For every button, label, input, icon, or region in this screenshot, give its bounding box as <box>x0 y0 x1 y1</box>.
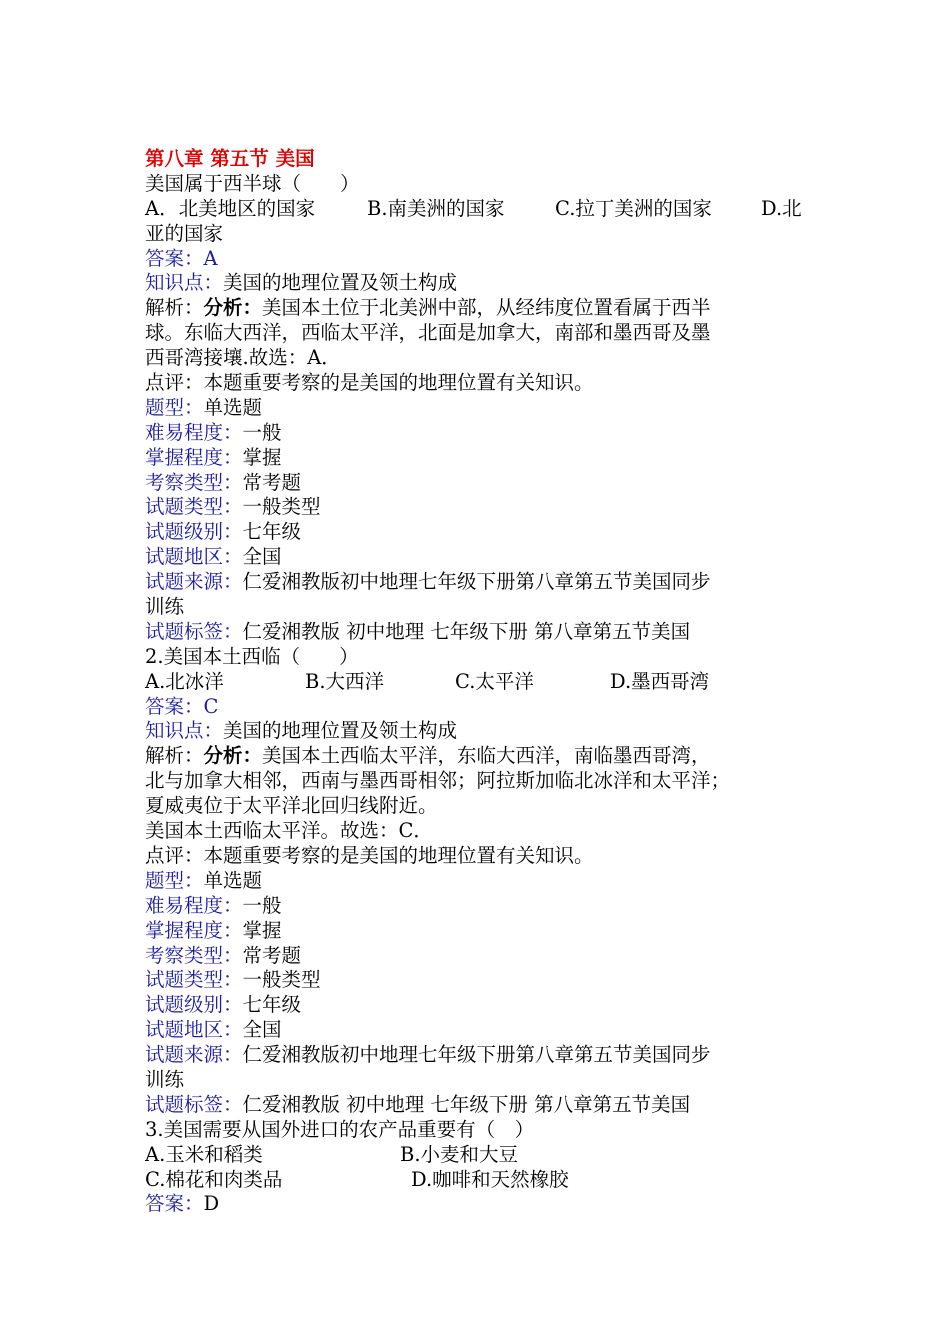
analysis-bold-label: 分析： <box>203 296 263 320</box>
source-label: 试题来源： <box>145 570 243 594</box>
q1-analysis-line-2: 球。东临大西洋，西临太平洋，北面是加拿大，南部和墨西哥及墨 <box>145 321 711 345</box>
q2-type-value: 单选题 <box>203 868 263 892</box>
difficulty-label: 难易程度： <box>145 420 243 444</box>
q2-analysis-line-2: 北与加拿大相邻，西南与墨西哥相邻；阿拉斯加临北冰洋和太平洋； <box>145 769 731 793</box>
q1-type-row <box>145 396 825 421</box>
answer-label: 答案： <box>145 246 204 270</box>
q1-analysis-line-1: 美国本土位于北美洲中部，从经纬度位置看属于西半 <box>262 296 711 320</box>
tags-label: 试题标签： <box>145 619 243 643</box>
q3-option-a: A.玉米和稻类 <box>145 1142 263 1166</box>
q2-analysis-line-3: 夏威夷位于太平洋北回归线附近。 <box>145 794 438 818</box>
exam-type-label: 考察类型： <box>145 470 243 494</box>
q2-question-type-row <box>145 968 825 993</box>
q1-analysis-row <box>145 296 825 321</box>
mastery-label: 掌握程度： <box>145 918 243 942</box>
q1-difficulty-row <box>145 421 825 446</box>
q3-option-b: B.小麦和大豆 <box>400 1142 519 1166</box>
q2-mastery-value: 掌握 <box>242 918 282 942</box>
source-label: 试题来源： <box>145 1043 243 1067</box>
q1-option-d: D.北 <box>761 196 802 220</box>
q2-knowledge-value: 美国的地理位置及领土构成 <box>223 719 458 743</box>
q2-source-value: 仁爱湘教版初中地理七年级下册第八章第五节美国同步 <box>242 1043 711 1067</box>
q2-analysis-line-4: 美国本土西临太平洋。故选：C． <box>145 819 433 843</box>
region-label: 试题地区： <box>145 1018 243 1042</box>
q1-option-a: A．北美地区的国家 <box>145 196 316 220</box>
q2-exam-type-row <box>145 944 825 969</box>
question-type-label: 试题类型： <box>145 495 243 519</box>
q2-source-row <box>145 1043 825 1068</box>
q2-question-type-value: 一般类型 <box>242 968 321 992</box>
q2-analysis-row <box>145 744 825 769</box>
region-label: 试题地区： <box>145 545 243 569</box>
q2-mastery-row <box>145 919 825 944</box>
q2-option-a: A.北冰洋 <box>145 669 224 693</box>
q1-comment-row <box>145 371 825 396</box>
analysis-label: 解析： <box>145 744 204 768</box>
analysis-bold-label: 分析： <box>203 744 263 768</box>
q1-grade-row <box>145 520 825 545</box>
q1-region-row <box>145 545 825 570</box>
q2-difficulty-value: 一般 <box>242 893 282 917</box>
q2-source-continued: 训练 <box>145 1067 185 1091</box>
q2-type-row <box>145 869 825 894</box>
q1-option-b: B.南美洲的国家 <box>367 196 505 220</box>
q2-option-d: D.墨西哥湾 <box>610 669 710 693</box>
q2-tags-row <box>145 1093 825 1118</box>
analysis-label: 解析： <box>145 296 204 320</box>
q1-options-row <box>145 197 825 222</box>
q1-comment-value: 本题重要考察的是美国的地理位置有关知识。 <box>203 371 594 395</box>
q3-option-c: C.棉花和肉类品 <box>145 1167 283 1191</box>
q1-options-continued: 亚的国家 <box>145 221 224 245</box>
q2-region-row <box>145 1018 825 1043</box>
q2-options-row <box>145 670 825 695</box>
q1-exam-type-value: 常考题 <box>242 470 302 494</box>
q2-analysis-line-1: 美国本土西临太平洋，东临大西洋，南临墨西哥湾， <box>262 744 711 768</box>
q2-tags-value: 仁爱湘教版 初中地理 七年级下册 第八章第五节美国 <box>242 1092 691 1116</box>
q1-tags-row <box>145 620 825 645</box>
q1-source-row <box>145 570 825 595</box>
answer-label: 答案： <box>145 1192 204 1216</box>
q1-source-value: 仁爱湘教版初中地理七年级下册第八章第五节美国同步 <box>242 570 711 594</box>
q3-option-d: D.咖啡和天然橡胶 <box>411 1167 569 1191</box>
tags-label: 试题标签： <box>145 1092 243 1116</box>
q1-source-continued: 训练 <box>145 595 185 619</box>
q1-answer-value: A <box>203 246 218 270</box>
page-title: 第八章 第五节 美国 <box>145 147 315 170</box>
q1-type-value: 单选题 <box>203 395 263 419</box>
question-type-label: 试题类型： <box>145 968 243 992</box>
q1-option-c: C.拉丁美洲的国家 <box>555 196 712 220</box>
q1-region-value: 全国 <box>242 545 282 569</box>
knowledge-label: 知识点： <box>145 271 224 295</box>
q1-stem: 美国属于西半球（ ） <box>145 171 360 195</box>
q1-analysis-line-3: 西哥湾接壤.故选：A． <box>145 346 341 370</box>
q1-question-type-value: 一般类型 <box>242 495 321 519</box>
mastery-label: 掌握程度： <box>145 445 243 469</box>
q2-answer-row <box>145 695 825 720</box>
q2-comment-row <box>145 844 825 869</box>
q3-stem: 3.美国需要从国外进口的农产品重要有（ ） <box>145 1117 535 1141</box>
grade-label: 试题级别： <box>145 520 243 544</box>
q3-options-row-2 <box>145 1168 825 1193</box>
difficulty-label: 难易程度： <box>145 893 243 917</box>
q1-question-type-row <box>145 495 825 520</box>
q2-difficulty-row <box>145 894 825 919</box>
q1-grade-value: 七年级 <box>242 520 302 544</box>
q2-option-b: B.大西洋 <box>305 669 385 693</box>
exam-type-label: 考察类型： <box>145 943 243 967</box>
comment-label: 点评： <box>145 843 204 867</box>
q2-stem: 2.美国本土西临（ ） <box>145 644 359 668</box>
q1-mastery-row <box>145 446 825 471</box>
type-label: 题型： <box>145 868 204 892</box>
answer-label: 答案： <box>145 694 204 718</box>
q3-answer-row <box>145 1192 825 1217</box>
q1-knowledge-value: 美国的地理位置及领土构成 <box>223 271 458 295</box>
q2-grade-row <box>145 993 825 1018</box>
q2-answer-value: C <box>203 694 219 718</box>
q2-knowledge-row <box>145 719 825 744</box>
q2-option-c: C.太平洋 <box>455 669 534 693</box>
q1-knowledge-row <box>145 271 825 296</box>
document-page <box>145 147 825 1217</box>
q2-exam-type-value: 常考题 <box>242 943 302 967</box>
q1-difficulty-value: 一般 <box>242 420 282 444</box>
comment-label: 点评： <box>145 371 204 395</box>
q3-options-row-1 <box>145 1143 825 1168</box>
grade-label: 试题级别： <box>145 993 243 1017</box>
q2-comment-value: 本题重要考察的是美国的地理位置有关知识。 <box>203 843 594 867</box>
q1-exam-type-row <box>145 471 825 496</box>
q3-answer-value: D <box>203 1192 220 1216</box>
q1-mastery-value: 掌握 <box>242 445 282 469</box>
knowledge-label: 知识点： <box>145 719 224 743</box>
q1-tags-value: 仁爱湘教版 初中地理 七年级下册 第八章第五节美国 <box>242 619 691 643</box>
q2-region-value: 全国 <box>242 1018 282 1042</box>
type-label: 题型： <box>145 395 204 419</box>
q1-answer-row <box>145 247 825 272</box>
q2-grade-value: 七年级 <box>242 993 302 1017</box>
